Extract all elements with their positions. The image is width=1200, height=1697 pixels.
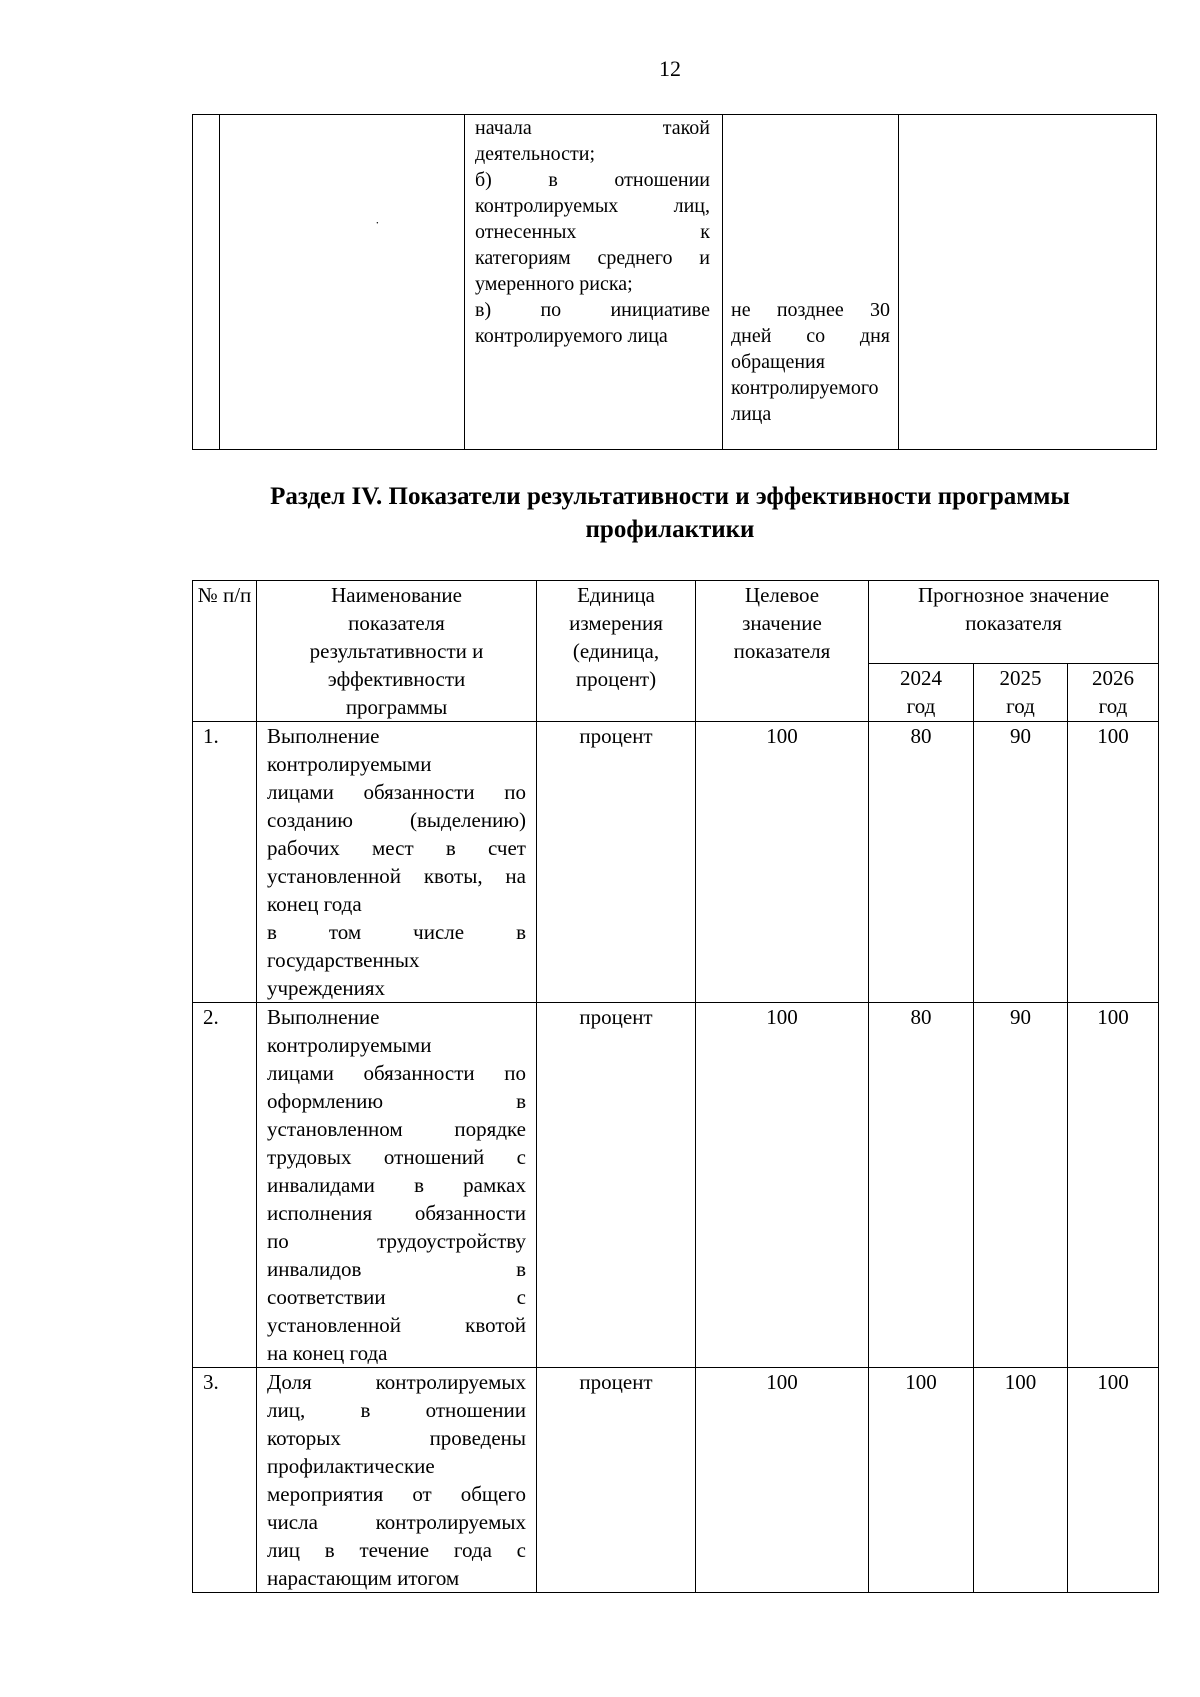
section-title-line-2: профилактики xyxy=(585,516,755,543)
condition-line: б) в отношении xyxy=(475,169,710,191)
indicator-name-line: лиц в течение года с xyxy=(267,1538,526,1562)
indicator-name-line: контролируемыми xyxy=(267,752,432,776)
row-number: 1. xyxy=(193,722,257,1003)
deadline-line: обращения xyxy=(731,351,825,373)
indicator-name-line: числа контролируемых xyxy=(267,1510,526,1534)
section-title-line-1: Раздел IV. Показатели результативности и эффективности программы xyxy=(270,483,1070,510)
continuation-deadline-cell xyxy=(723,115,899,450)
deadline-line: контролируемого xyxy=(731,377,879,399)
header-year-2025: 2025 год xyxy=(974,664,1068,722)
table-row xyxy=(193,722,1159,1003)
indicator-name-line: по трудоустройству xyxy=(267,1229,526,1253)
indicator-name-line: оформлению в xyxy=(267,1089,526,1113)
indicator-name-line: лицами обязанности по xyxy=(267,780,526,804)
indicator-name-line: исполнения обязанности xyxy=(267,1201,526,1225)
row-indicator-name xyxy=(257,1003,537,1368)
indicator-name-line: рабочих мест в счет xyxy=(267,836,526,860)
row-2026: 100 xyxy=(1068,1368,1159,1593)
row-2025: 100 xyxy=(974,1368,1068,1593)
row-2024: 80 xyxy=(869,722,974,1003)
header-num: № п/п xyxy=(193,581,257,722)
indicator-name-line: мероприятия от общего xyxy=(267,1482,526,1506)
continuation-conditions-cell xyxy=(465,115,723,450)
header-year-2024: 2024 год xyxy=(869,664,974,722)
deadline-spacer xyxy=(731,115,890,297)
continuation-table xyxy=(192,114,1157,450)
continuation-activity-cell: ˙ xyxy=(220,115,465,450)
indicator-name-line: конец года xyxy=(267,892,362,916)
row-unit: процент xyxy=(537,1003,696,1368)
continuation-row xyxy=(193,115,1157,450)
header-row-1 xyxy=(193,581,1159,664)
indicator-name-line: установленной квотой xyxy=(267,1313,526,1337)
indicator-name-line: которых проведены xyxy=(267,1426,526,1450)
header-target: Целевое значение показателя xyxy=(696,581,869,722)
indicator-name-line: Выполнение xyxy=(267,724,380,748)
indicator-name-line: соответствии с xyxy=(267,1285,526,1309)
header-year-2026: 2026 год xyxy=(1068,664,1159,722)
row-2025: 90 xyxy=(974,1003,1068,1368)
indicator-name-line: Доля контролируемых xyxy=(267,1370,526,1394)
row-indicator-name xyxy=(257,722,537,1003)
indicator-name-line: профилактические xyxy=(267,1454,435,1478)
row-number: 2. xyxy=(193,1003,257,1368)
row-unit: процент xyxy=(537,722,696,1003)
row-2026: 100 xyxy=(1068,1003,1159,1368)
row-target: 100 xyxy=(696,1003,869,1368)
condition-line: контролируемого лица xyxy=(475,325,668,347)
table-row xyxy=(193,1003,1159,1368)
indicator-name-line: созданию (выделению) xyxy=(267,808,526,832)
deadline-line: лица xyxy=(731,403,772,425)
deadline-line: дней со дня xyxy=(731,325,890,347)
row-2026: 100 xyxy=(1068,722,1159,1003)
header-forecast: Прогнозное значение показателя xyxy=(869,581,1159,664)
indicator-name-line: лиц, в отношении xyxy=(267,1398,526,1422)
row-2025: 90 xyxy=(974,722,1068,1003)
indicator-name-line: инвалидами в рамках xyxy=(267,1173,526,1197)
condition-line: умеренного риска; xyxy=(475,273,633,295)
continuation-num-cell xyxy=(193,115,220,450)
page-number: 12 xyxy=(659,56,681,81)
continuation-responsible-cell xyxy=(899,115,1157,450)
table-row xyxy=(193,1368,1159,1593)
indicator-name-line: нарастающим итогом xyxy=(267,1566,460,1590)
header-name: Наименование показателя результативности и эффективности программы xyxy=(257,581,537,722)
condition-line: контролируемых лиц, xyxy=(475,195,710,217)
indicator-name-line: государственных xyxy=(267,948,420,972)
indicator-name-line: трудовых отношений с xyxy=(267,1145,526,1169)
indicator-name-line: на конец года xyxy=(267,1341,388,1365)
section-title xyxy=(160,480,1180,546)
indicator-name-line: учреждениях xyxy=(267,976,386,1000)
indicator-name-line: установленном порядке xyxy=(267,1117,526,1141)
indicators-table xyxy=(192,580,1159,1593)
row-target: 100 xyxy=(696,1368,869,1593)
indicator-name-line: лицами обязанности по xyxy=(267,1061,526,1085)
condition-line: категориям среднего и xyxy=(475,247,710,269)
row-number: 3. xyxy=(193,1368,257,1593)
indicator-name-line: Выполнение xyxy=(267,1005,380,1029)
row-2024: 100 xyxy=(869,1368,974,1593)
indicator-name-line: установленной квоты, на xyxy=(267,864,526,888)
indicator-name-line: в том числе в xyxy=(267,920,526,944)
condition-line: в) по инициативе xyxy=(475,299,710,321)
row-target: 100 xyxy=(696,722,869,1003)
row-2024: 80 xyxy=(869,1003,974,1368)
indicator-name-line: контролируемыми xyxy=(267,1033,432,1057)
condition-line: отнесенных к xyxy=(475,221,710,243)
indicator-name-line: инвалидов в xyxy=(267,1257,526,1281)
row-unit: процент xyxy=(537,1368,696,1593)
condition-line: деятельности; xyxy=(475,143,596,165)
condition-line: начала такой xyxy=(475,117,710,139)
deadline-line: не позднее 30 xyxy=(731,299,890,321)
row-indicator-name xyxy=(257,1368,537,1593)
header-unit: Единица измерения (единица, процент) xyxy=(537,581,696,722)
